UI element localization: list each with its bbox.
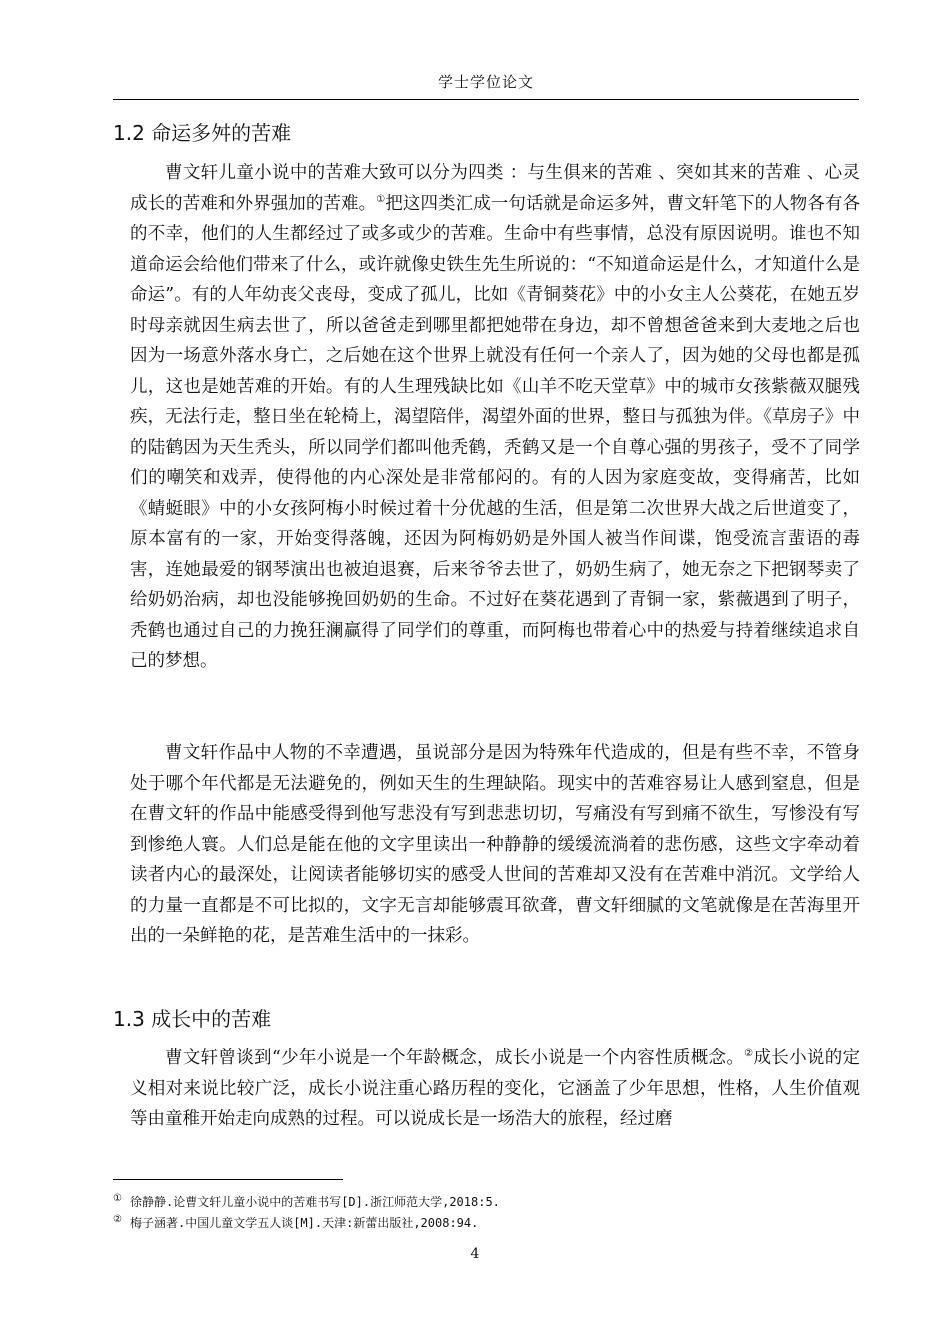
footnote-mark: ①: [113, 1193, 122, 1204]
footnote-text: 徐静静.论曹文轩儿童小说中的苦难书写[D].浙江师范大学,2018:5.: [129, 1195, 500, 1209]
footnote-1: [113, 1193, 500, 1210]
section-heading-1-2: 1.2 命运多舛的苦难: [113, 121, 292, 145]
paragraph-text: 曹文轩作品中人物的不幸遭遇，虽说部分是因为特殊年代造成的，但是有些不幸，不管身处于哪个年代都是无法避免的，例如天生的生理缺陷。现实中的苦难容易让人感到窒息，但是在曹文轩的作品中能感受得到他写悲没有写到悲悲切切，写痛没有写到痛不欲生，写惨没有写到惨绝人寰。人们总是能在他的文字里读出一种静静的缓缓流淌着的悲伤感，这些文字牵动着读者内心的最深处，让阅读者能够切实的感受人世间的苦难却又没有在苦难中消沉。文学给人的力量一直都是不可比拟的，文字无言却能够震耳欲聋，曹文轩细腻的文笔就像是在苦海里开出的一朵鲜艳的花，是苦难生活中的一抹彩。: [130, 743, 860, 946]
paragraph-1-2-a: [130, 158, 860, 677]
footnote-2: [113, 1214, 478, 1231]
paragraph-text: 成长小说的定义相对来说比较广泛，成长小说注重心路历程的变化，它涵盖了少年思想，性格，人生价值观等由童稚开始走向成熟的过程。可以说成长是一场浩大的旅程，经过磨: [130, 1048, 861, 1129]
footnote-ref-1: ①: [376, 193, 386, 205]
paragraph-1-2-b: [130, 738, 860, 952]
page-number: 4: [470, 1246, 480, 1262]
footnote-mark: ②: [113, 1214, 122, 1225]
header-rule: [113, 99, 859, 100]
paragraph-1-3-a: [130, 1043, 860, 1135]
footnote-rule: [113, 1179, 343, 1180]
footnote-text: 梅子涵著.中国儿童文学五人谈[M].天津:新蕾出版社,2008:94.: [129, 1216, 479, 1230]
section-heading-1-3: 1.3 成长中的苦难: [113, 1007, 272, 1031]
paragraph-text: 曹文轩曾谈到“少年小说是一个年龄概念，成长小说是一个内容性质概念。: [165, 1048, 745, 1068]
footnote-ref-2: ②: [744, 1048, 754, 1060]
page-header: 学士学位论文: [437, 73, 534, 91]
paragraph-text: 把这四类汇成一句话就是命运多舛，曹文轩笔下的人物各有各的不幸，他们的人生都经过了或多或少的苦难。生命中有些事情，总没有原因说明。谁也不知道命运会给他们带来了什么，或许就像史铁生先生所说的：“不知道命运是什么，才知道什么是命运”。有的人年幼丧父丧母，变成了孤儿，比如《青铜葵花》中的小女主人公葵花，在她五岁时母亲就因生病去世了，所以爸爸走到哪里都把她带在身边，却不曾想爸爸来到大麦地之后也因为一场意外落水身亡，之后她在这个世界上就没有任何一个亲人了，因为她的父母也都是孤儿，这也是她苦难的开始。有的人生理残缺比如《山羊不吃天堂草》中的城市女孩紫薇双腿残疾，无法行走，整日坐在轮椅上，渴望陪伴，渴望外面的世界，整日与孤独为伴。《草房子》中的陆鹤因为天生秃头，所以同学们都叫他秃鹤，秃鹤又是一个自尊心强的男孩子，受不了同学们的嘲笑和戏弄，使得他的内心深处是非常郁闷的。有的人因为家庭变故，变得痛苦，比如《蜻蜓眼》中的小女孩阿梅小时候过着十分优越的生活，但是第二次世界大战之后世道变了，原本富有的一家，开始变得落魄，还因为阿梅奶奶是外国人被当作间谍，饱受流言蜚语的毒害，连她最爱的钢琴演出也被迫退赛，后来爷爷去世了，奶奶生病了，她无奈之下把钢琴卖了给奶奶治病，却也没能够挽回奶奶的生命。不过好在葵花遇到了青铜一家，紫薇遇到了明子，秃鹤也通过自己的力挽狂澜赢得了同学们的尊重，而阿梅也带着心中的热爱与持着继续追求自己的梦想。: [130, 193, 861, 671]
paragraph-text: 曹文轩儿童小说中的苦难大致可以分为四类 ：与生俱来的苦难 、突如其来的苦难 、心灵成长的苦难和外界强加的苦难。: [130, 163, 860, 214]
